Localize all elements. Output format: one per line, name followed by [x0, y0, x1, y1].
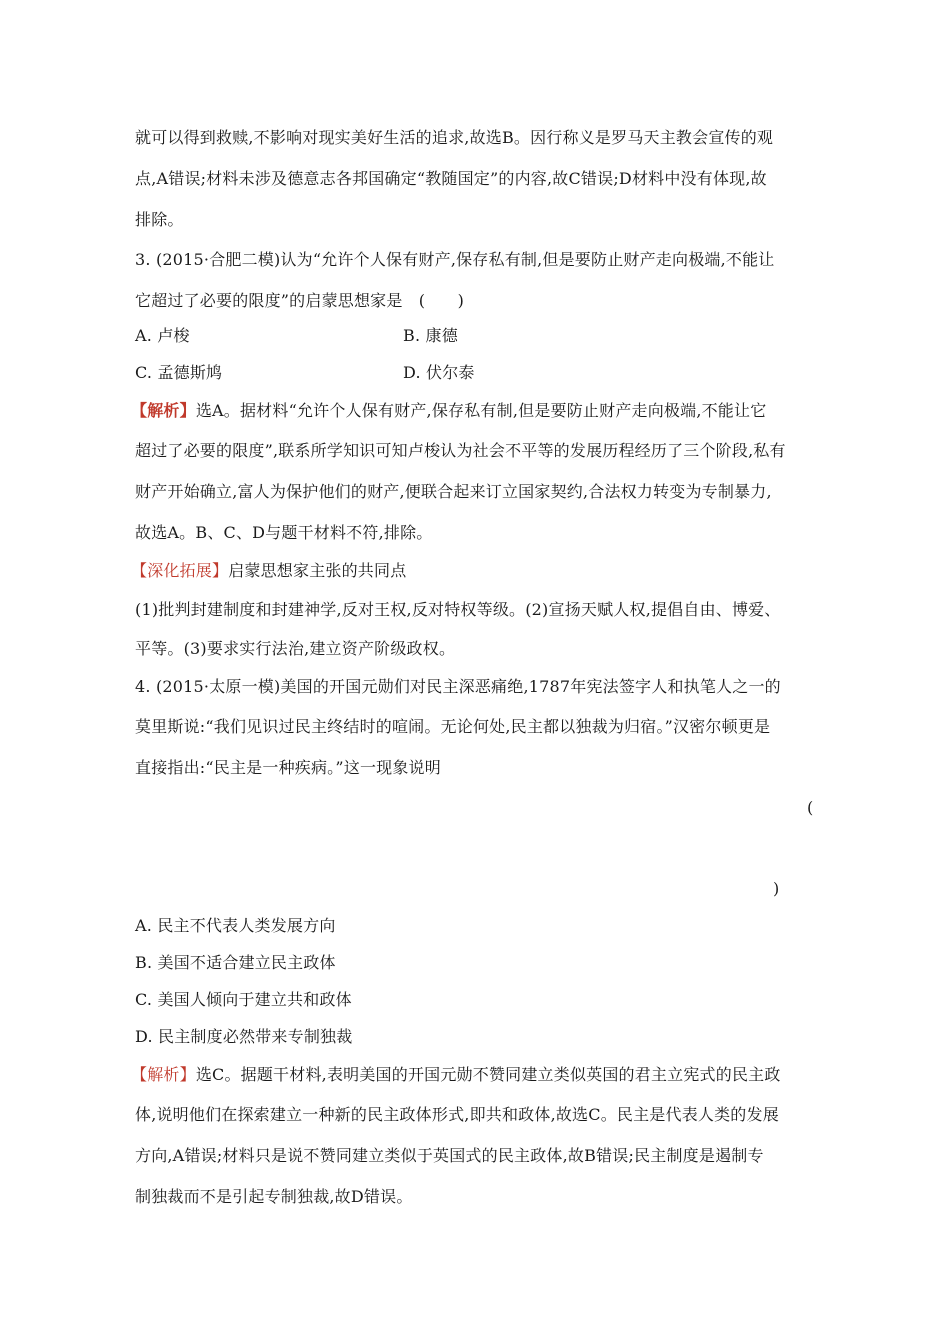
q3-option-a[interactable]: A. 卢梭: [135, 326, 190, 345]
q4-option-c[interactable]: C. 美国人倾向于建立共和政体: [135, 990, 352, 1009]
q3-extension-line-2: 平等。(3)要求实行法治,建立资产阶级政权。: [135, 639, 456, 658]
q4-answer-paren-open: (: [807, 798, 814, 817]
q3-option-c[interactable]: C. 孟德斯鸠: [135, 363, 223, 382]
q4-option-d[interactable]: D. 民主制度必然带来专制独裁: [135, 1027, 353, 1046]
extension-tag: 【深化拓展】: [131, 561, 229, 580]
q4-option-a[interactable]: A. 民主不代表人类发展方向: [135, 916, 336, 935]
q3-stem-line-1: 3. (2015·合肥二模)认为“允许个人保有财产,保存私有制,但是要防止财产走向极端,不能让: [135, 250, 775, 269]
q4-analysis-line-1: 【解析】选C。据题干材料,表明美国的开国元勋不赞同建立类似英国的君主立宪式的民主政: [131, 1065, 781, 1084]
q3-options-row-2: [135, 362, 475, 384]
q4-analysis-line-2: 体,说明他们在探索建立一种新的民主政体形式,即共和政体,故选C。民主是代表人类的发展: [135, 1105, 779, 1124]
q2-analysis-line-3: 排除。: [135, 210, 184, 229]
q3-extension-heading: 【深化拓展】启蒙思想家主张的共同点: [131, 561, 407, 580]
q4-option-b[interactable]: B. 美国不适合建立民主政体: [135, 953, 336, 972]
q4-stem-line-1: 4. (2015·太原一模)美国的开国元勋们对民主深恶痛绝,1787年宪法签字人和执笔人之一的: [135, 677, 781, 696]
q4-analysis-line-4: 制独裁而不是引起专制独裁,故D错误。: [135, 1187, 413, 1206]
q4-analysis-line-3: 方向,A错误;材料只是说不赞同建立类似于英国式的民主政体,故B错误;民主制度是遏制专: [135, 1146, 764, 1165]
analysis-tag: 【解析】: [131, 1065, 196, 1084]
q3-analysis-line-2: 超过了必要的限度”,联系所学知识可知卢梭认为社会不平等的发展历程经历了三个阶段,私有: [135, 441, 786, 460]
q3-options-row-1: [135, 325, 458, 347]
q3-option-d[interactable]: D. 伏尔泰: [403, 363, 475, 382]
q3-analysis-line-1: 【解析】选A。据材料“允许个人保有财产,保存私有制,但是要防止财产走向极端,不能让它: [131, 401, 767, 420]
q4-stem-line-2: 莫里斯说:“我们见识过民主终结时的喧闹。无论何处,民主都以独裁为归宿。”汉密尔顿更是: [135, 717, 771, 736]
q3-option-b[interactable]: B. 康德: [403, 326, 458, 345]
q3-analysis-line-4: 故选A。B、C、D与题干材料不符,排除。: [135, 523, 433, 542]
q2-analysis-line-1: 就可以得到救赎,不影响对现实美好生活的追求,故选B。因行称义是罗马天主教会宣传的观: [135, 128, 774, 147]
q4-answer-paren-close: ): [773, 879, 780, 898]
q3-extension-line-1: (1)批判封建制度和封建神学,反对王权,反对特权等级。(2)宣扬天赋人权,提倡自由、博爱、: [135, 600, 781, 619]
q3-analysis-line-3: 财产开始确立,富人为保护他们的财产,便联合起来订立国家契约,合法权力转变为专制暴力,: [135, 482, 772, 501]
q2-analysis-line-2: 点,A错误;材料未涉及德意志各邦国确定“教随国定”的内容,故C错误;D材料中没有体现,故: [135, 169, 767, 188]
q3-stem-line-2: 它超过了必要的限度”的启蒙思想家是 ( ): [135, 291, 465, 310]
q4-stem-line-3: 直接指出:“民主是一种疾病。”这一现象说明: [135, 758, 441, 777]
analysis-tag: 【解析】: [131, 401, 196, 420]
